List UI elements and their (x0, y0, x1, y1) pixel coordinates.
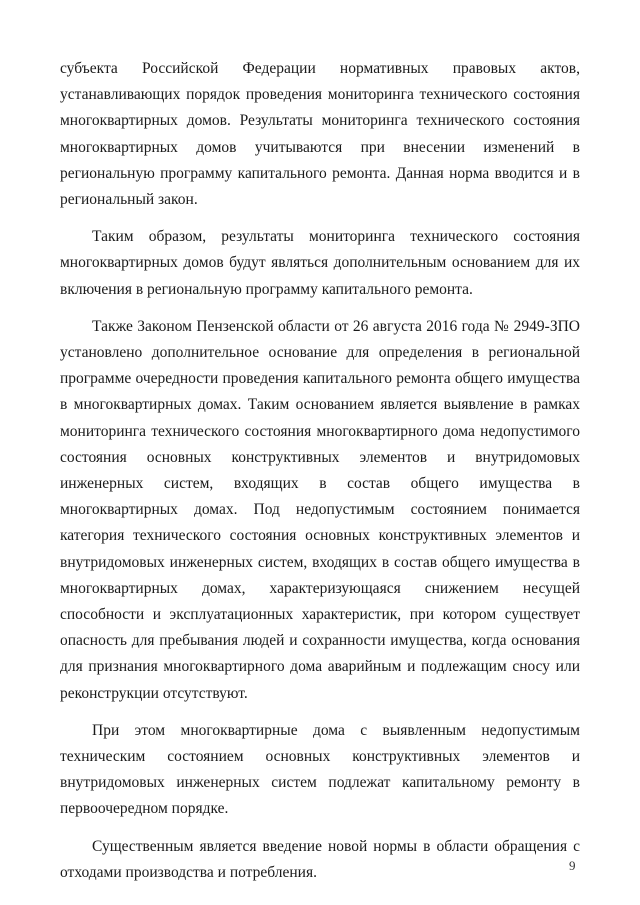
paragraph-continuation: субъекта Российской Федерации нормативных правовых актов, устанавливающих порядок проведения мониторинга технического состояния многоквартирных домов. Результаты мониторинга технического состояния многоквартирных домов учитываются при внесении изменений в региональную программу капитального ремонта. Данная норма вводится и в региональный закон. (60, 60, 580, 209)
paragraph-penza-law: Также Законом Пензенской области от 26 августа 2016 года № 2949-ЗПО установлено дополнительное основание для определения в региональной программе очередности проведения капитального ремонта общего имущества в многоквартирных домах. Таким основанием является выявление в рамках мониторинга технического состояния многоквартирного дома недопустимого состояния основных конструктивных элементов и внутридомовых инженерных систем, входящих в состав общего имущества в многоквартирных домах. Под недопустимым состоянием понимается категория технического состояния основных конструктивных элементов и внутридомовых инженерных систем, входящих в состав общего имущества в многоквартирных домах, характеризующаяся снижением несущей способности и эксплуатационных характеристик, при котором существует опасность для пребывания людей и сохранности имущества, когда основания для признания многоквартирного дома аварийным и подлежащим сносу или реконструкции отсутствуют. (60, 317, 580, 702)
paragraph-priority-repair: При этом многоквартирные дома с выявленным недопустимым техническим состоянием основных конструктивных элементов и внутридомовых инженерных систем подлежат капитальному ремонту в первоочередном порядке. (60, 721, 580, 818)
page-number: 9 (569, 858, 576, 873)
paragraph-waste-norm: Существенным является введение новой нормы в области обращения с отходами производства и потребления. (60, 837, 580, 881)
paragraph-monitoring-results: Таким образом, результаты мониторинга технического состояния многоквартирных домов будут являться дополнительным основанием для их включения в региональную программу капитального ремонта. (60, 228, 580, 298)
document-body (60, 56, 580, 897)
